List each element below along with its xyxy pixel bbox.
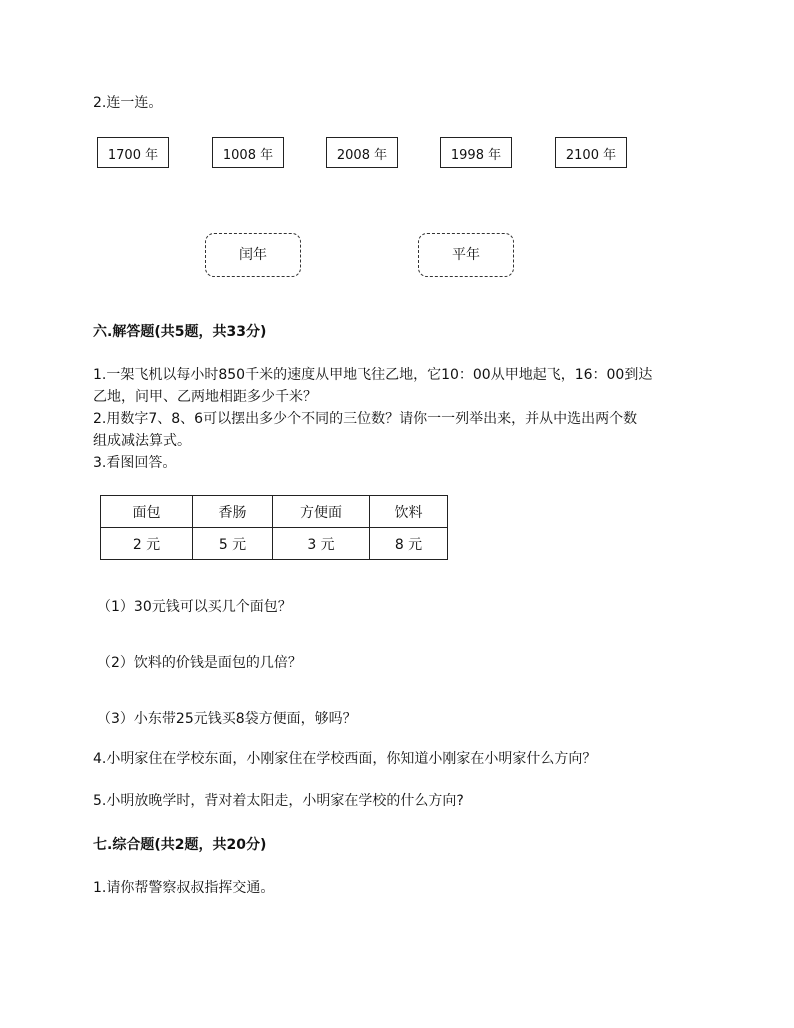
s6-q3: 3.看图回答。	[93, 455, 177, 471]
s6-q1-line2: 乙地，问甲、乙两地相距多少千米？	[93, 389, 317, 405]
table-header-cell: 方便面	[273, 496, 370, 528]
category-box-leap-year[interactable]: 闰年	[205, 233, 301, 277]
table-header-cell: 面包	[101, 496, 193, 528]
table-header-cell: 饮料	[370, 496, 448, 528]
year-box-1008[interactable]: 1008 年	[212, 137, 284, 168]
s6-q3-sub1: （1）30元钱可以买几个面包？	[97, 599, 292, 615]
section6-heading: 六.解答题(共5题，共33分)	[93, 324, 267, 340]
year-box-1700[interactable]: 1700 年	[97, 137, 169, 168]
s7-q1: 1.请你帮警察叔叔指挥交通。	[93, 880, 275, 896]
year-box-2100[interactable]: 2100 年	[555, 137, 627, 168]
table-cell: 2 元	[101, 528, 193, 560]
table-header-cell: 香肠	[193, 496, 273, 528]
s6-q1-line1: 1.一架飞机以每小时850千米的速度从甲地飞往乙地，它10：00从甲地起飞，16：00到达	[93, 367, 653, 383]
year-box-1998[interactable]: 1998 年	[440, 137, 512, 168]
table-cell: 3 元	[273, 528, 370, 560]
section7-heading: 七.综合题(共2题，共20分)	[93, 837, 267, 853]
s6-q5: 5.小明放晚学时，背对着太阳走，小明家在学校的什么方向?	[93, 793, 464, 809]
price-table	[100, 495, 448, 560]
table-cell: 8 元	[370, 528, 448, 560]
s6-q4: 4.小明家住在学校东面，小刚家住在学校西面，你知道小刚家在小明家什么方向？	[93, 751, 597, 767]
category-box-common-year[interactable]: 平年	[418, 233, 514, 277]
match-title: 2.连一连。	[93, 95, 163, 111]
table-row	[101, 528, 448, 560]
year-box-2008[interactable]: 2008 年	[326, 137, 398, 168]
table-cell: 5 元	[193, 528, 273, 560]
table-header-row	[101, 496, 448, 528]
s6-q3-sub2: （2）饮料的价钱是面包的几倍？	[97, 655, 302, 671]
s6-q2-line1: 2.用数字7、8、6可以摆出多少个不同的三位数？请你一一列举出来，并从中选出两个数	[93, 411, 638, 427]
s6-q2-line2: 组成减法算式。	[93, 433, 191, 449]
s6-q3-sub3: （3）小东带25元钱买8袋方便面，够吗？	[97, 711, 357, 727]
